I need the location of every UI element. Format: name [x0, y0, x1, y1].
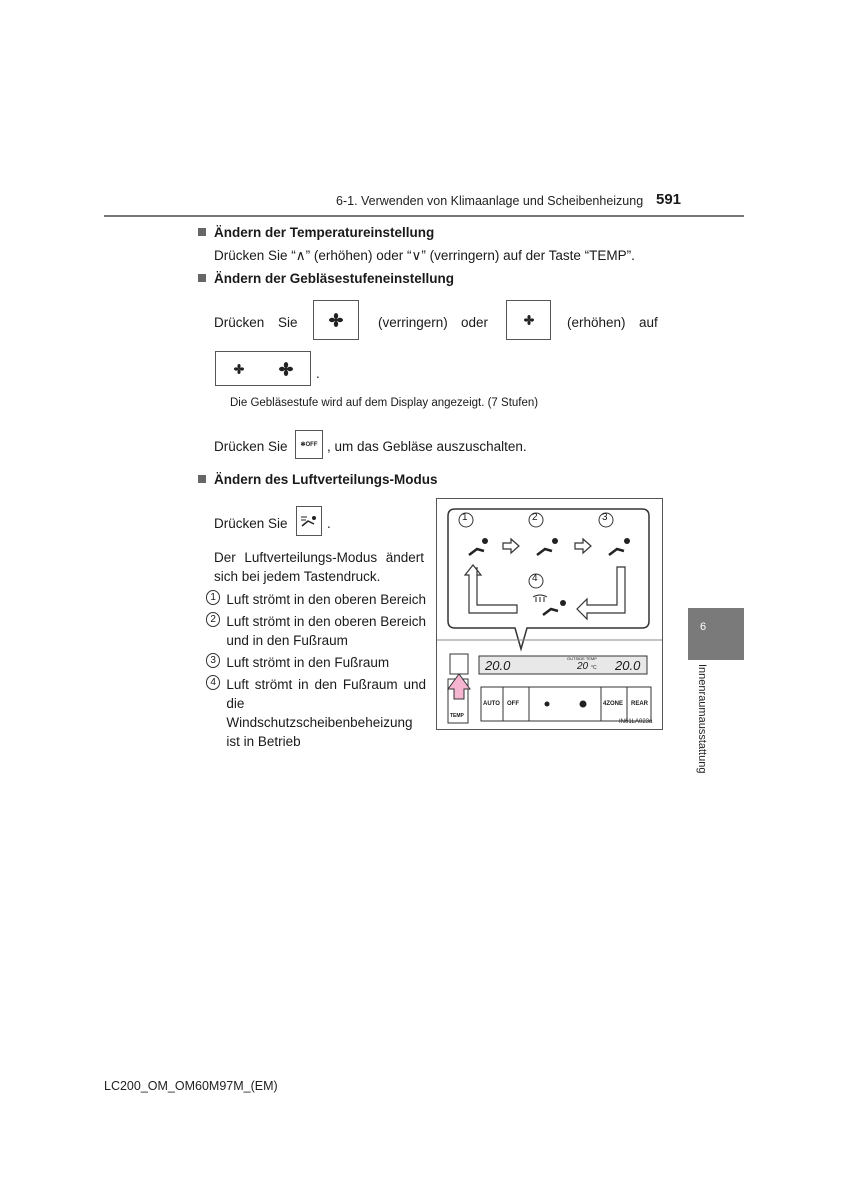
page-number: 591 — [656, 191, 682, 208]
bullet-square — [198, 228, 206, 236]
fan-off-label: OFF — [305, 441, 318, 448]
heading-mode-text: Ändern des Luftverteilungs-Modus — [214, 472, 438, 487]
bullet-square — [198, 475, 206, 483]
heading-fan — [198, 271, 454, 286]
list-item — [206, 590, 426, 609]
item-number: 4 — [206, 675, 220, 690]
panel-temp-button[interactable]: TEMP — [450, 713, 464, 719]
fan-small-icon — [524, 315, 534, 325]
temperature-instruction: Drücken Sie “∧” (erhöhen) oder “∨” (verringern) auf der Taste “TEMP”. — [214, 248, 635, 263]
fan-small-icon — [234, 364, 244, 374]
fan-word-6: auf — [639, 315, 658, 330]
panel-4zone-button[interactable]: 4ZONE — [603, 701, 624, 707]
list-item — [206, 612, 426, 650]
heading-mode — [198, 472, 438, 487]
fan-word-5: (erhöhen) — [567, 315, 626, 330]
fan-off-prefix: Drücken Sie — [214, 439, 288, 454]
display-left-temp: 20.0 — [485, 658, 511, 673]
header-rule — [104, 215, 744, 217]
fan-increase-button[interactable] — [506, 300, 551, 340]
display-right-temp: 20.0 — [615, 658, 641, 673]
outside-temp-label: OUTSIDE TEMP — [567, 656, 597, 661]
mode-period: . — [327, 516, 331, 531]
fan-word-3: (verringern) — [378, 315, 448, 330]
item-text: Luft strömt in den oberen Bereich — [226, 592, 426, 607]
mode-list — [206, 590, 426, 751]
fan-word-4: oder — [461, 315, 489, 330]
outside-temp-unit: °C — [591, 665, 597, 671]
fan-off-icon: ✻ — [300, 442, 306, 448]
fan-word-1: Drücken — [214, 315, 265, 330]
item-number: 1 — [206, 590, 220, 605]
item-number: 2 — [206, 612, 220, 627]
mode-press-text: Drücken Sie — [214, 516, 288, 531]
callout-label-1: 1 — [462, 512, 468, 523]
air-mode-button[interactable] — [296, 506, 322, 536]
figure-code: IN61LA023a — [619, 719, 653, 725]
heading-fan-text: Ändern der Gebläsestufeneinstellung — [214, 271, 455, 286]
panel-rear-button[interactable]: REAR — [631, 701, 649, 707]
callout-label-2: 2 — [532, 512, 538, 523]
mode-diagram — [437, 499, 662, 729]
chapter-title-text: Innenraumausstattung — [696, 664, 708, 774]
item-text: Luft strömt in den oberen Bereich und in den Fußraum — [226, 614, 426, 648]
fan-note: Die Gebläsestufe wird auf dem Display angezeigt. (7 Stufen) — [230, 397, 539, 409]
chapter-tab — [688, 608, 744, 660]
list-item — [206, 653, 426, 672]
callout-label-4: 4 — [532, 573, 538, 584]
fan-decrease-button[interactable] — [313, 300, 359, 340]
fan-off-suffix: , um das Gebläse auszuschalten. — [327, 439, 527, 454]
panel-off-button[interactable]: OFF — [507, 701, 519, 707]
list-item — [206, 675, 426, 751]
chapter-title — [690, 664, 710, 794]
chapter-number: 6 — [700, 621, 707, 633]
climate-panel-figure — [436, 498, 663, 730]
outside-temp-value: 20 — [577, 661, 589, 672]
fan-small-icon — [329, 313, 343, 327]
item-text: Luft strömt in den Fußraum und die Windschutzscheibenbeheizung ist in Betrieb — [226, 677, 426, 749]
panel-auto-button[interactable]: AUTO — [483, 701, 500, 707]
fan-speed-button-pair[interactable] — [215, 351, 311, 386]
item-number: 3 — [206, 653, 220, 668]
fan-large-icon — [279, 362, 293, 376]
heading-temperature — [198, 225, 434, 240]
callout-label-3: 3 — [602, 512, 608, 523]
fan-off-button[interactable] — [295, 430, 323, 459]
bullet-square — [198, 274, 206, 282]
fan-period: . — [316, 366, 320, 381]
footer-code: LC200_OM_OM60M97M_(EM) — [104, 1079, 278, 1093]
item-text: Luft strömt in den Fußraum — [226, 655, 390, 670]
fan-word-2: Sie — [278, 315, 298, 330]
running-header: 6-1. Verwenden von Klimaanlage und Scheibenheizung — [336, 194, 644, 208]
air-mode-icon — [300, 514, 318, 528]
mode-description: Der Luftverteilungs-Modus ändert sich bei jedem Tastendruck. — [214, 550, 424, 584]
heading-temperature-text: Ändern der Temperatureinstellung — [214, 225, 435, 240]
